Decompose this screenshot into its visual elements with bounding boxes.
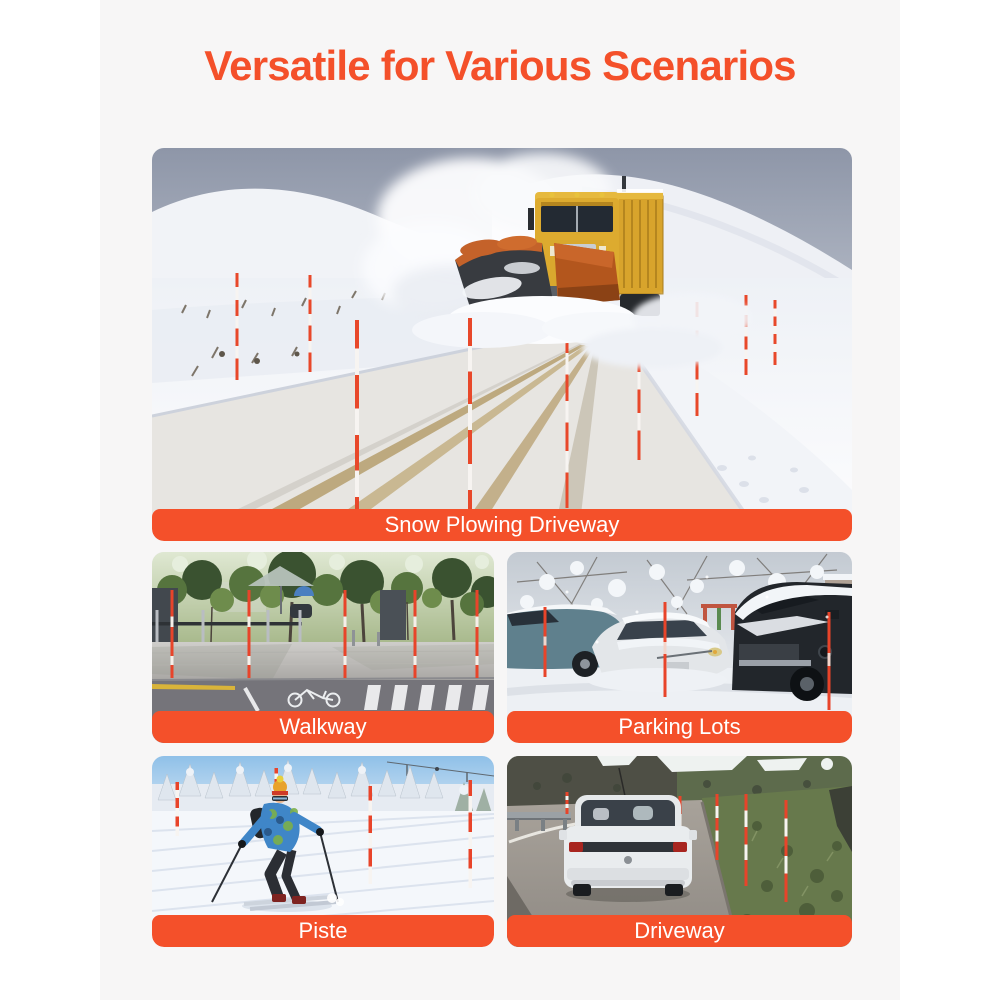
wheel-right	[665, 884, 683, 896]
caption-text: Walkway	[279, 714, 367, 739]
scene-card-parking-lots	[507, 552, 852, 743]
caption-text: Driveway	[634, 918, 725, 943]
caption-bar	[507, 711, 852, 743]
scene-card-driveway	[507, 756, 852, 947]
mirror-right	[689, 830, 697, 840]
wheel-left	[573, 884, 591, 896]
pillar-right	[380, 590, 406, 640]
scene-card-piste	[152, 756, 494, 947]
taillight-left	[569, 842, 583, 852]
scene-card-snow-plowing	[152, 148, 852, 541]
caption-text: Piste	[298, 918, 348, 943]
car-dark-suv	[732, 582, 852, 701]
caption-bar	[507, 915, 852, 947]
scene-card-walkway	[152, 552, 494, 743]
caption-text: Snow Plowing Driveway	[384, 512, 620, 537]
trim-band	[573, 842, 683, 852]
snow-plowing-photo	[152, 148, 852, 541]
caption-bar	[152, 711, 494, 743]
mirror-left	[559, 830, 567, 840]
taillight-right	[673, 842, 687, 852]
page-title: Versatile for Various Scenarios	[204, 42, 796, 89]
caption-text: Parking Lots	[618, 714, 741, 739]
bumper	[567, 868, 689, 880]
badge	[624, 856, 632, 864]
caption-bar	[152, 915, 494, 947]
caption-bar	[152, 509, 852, 541]
